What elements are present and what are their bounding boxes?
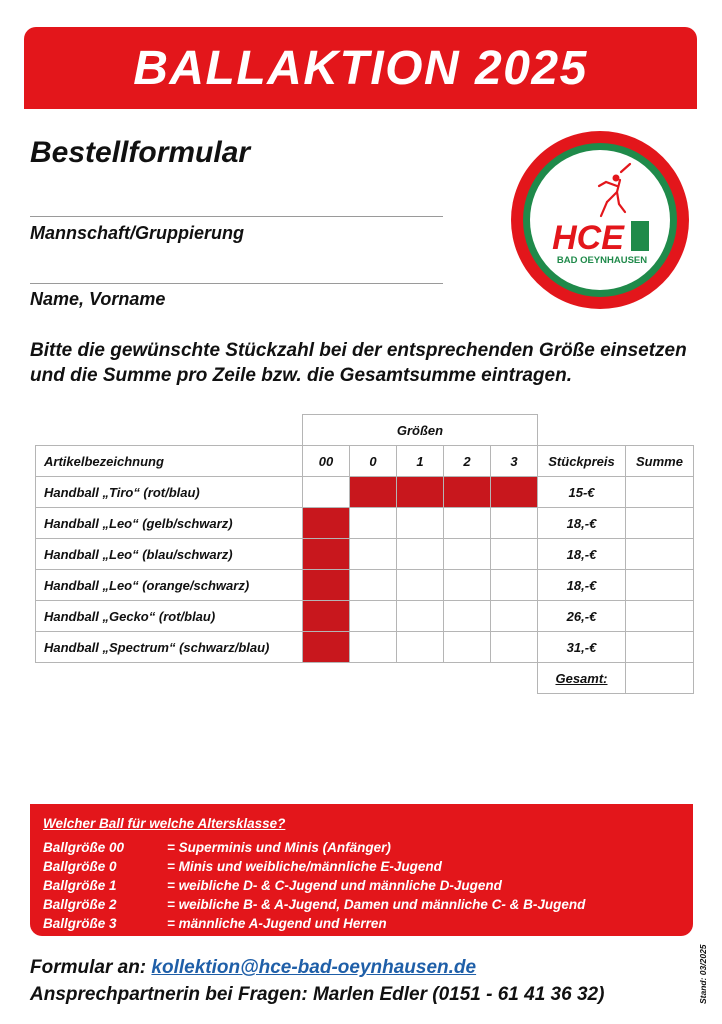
row-sum-cell[interactable]: [626, 601, 694, 632]
size-cell-unavailable: [444, 477, 491, 508]
size-header-0: 0: [350, 446, 397, 477]
info-heading: Welcher Ball für welche Altersklasse?: [43, 816, 286, 831]
table-row: [36, 601, 694, 632]
ball-size-description: = weibliche B- & A-Jugend, Damen und männliche C- & B-Jugend: [167, 897, 586, 912]
ball-size-description: = Superminis und Minis (Anfänger): [167, 840, 391, 855]
quantity-cell[interactable]: [491, 601, 538, 632]
unit-price: 18,-€: [538, 539, 626, 570]
quantity-cell[interactable]: [397, 539, 444, 570]
quantity-cell[interactable]: [350, 601, 397, 632]
ball-size-row: [43, 859, 442, 878]
quantity-cell[interactable]: [444, 632, 491, 663]
ball-size-row: [43, 878, 502, 897]
form-to-line: [30, 957, 476, 979]
ball-size-info-box: [30, 804, 693, 936]
logo-subtitle: BAD OEYNHAUSEN: [556, 255, 648, 266]
sizes-group-header: Größen: [303, 415, 538, 446]
size-cell-unavailable: [303, 539, 350, 570]
ball-size-label: Ballgröße 1: [43, 878, 117, 893]
size-cell-unavailable: [303, 508, 350, 539]
club-logo: [503, 130, 697, 310]
total-label: Gesamt:: [538, 663, 626, 694]
price-column-header: Stückpreis: [538, 446, 626, 477]
unit-price: 31,-€: [538, 632, 626, 663]
quantity-cell[interactable]: [397, 570, 444, 601]
row-sum-cell[interactable]: [626, 508, 694, 539]
size-cell-unavailable: [303, 601, 350, 632]
quantity-cell[interactable]: [350, 539, 397, 570]
name-label: Name, Vorname: [30, 289, 166, 309]
ball-size-label: Ballgröße 2: [43, 897, 117, 912]
unit-price: 26,-€: [538, 601, 626, 632]
article-name: Handball „Gecko“ (rot/blau): [36, 601, 303, 632]
sum-column-header: Summe: [626, 446, 694, 477]
quantity-cell[interactable]: [444, 508, 491, 539]
table-row: [36, 570, 694, 601]
quantity-cell[interactable]: [444, 539, 491, 570]
article-name: Handball „Leo“ (gelb/schwarz): [36, 508, 303, 539]
form-to-label: Formular an:: [30, 957, 147, 978]
quantity-cell[interactable]: [397, 632, 444, 663]
row-sum-cell[interactable]: [626, 539, 694, 570]
row-sum-cell[interactable]: [626, 477, 694, 508]
quantity-cell[interactable]: [303, 477, 350, 508]
quantity-cell[interactable]: [397, 601, 444, 632]
table-row: [36, 477, 694, 508]
ball-size-row: [43, 840, 391, 859]
ball-size-description: = männliche A-Jugend und Herren: [167, 916, 387, 931]
quantity-cell[interactable]: [491, 508, 538, 539]
quantity-cell[interactable]: [397, 508, 444, 539]
contact-line: Ansprechpartnerin bei Fragen: Marlen Edler (0151 - 61 41 36 32): [30, 984, 605, 1005]
total-sum-cell[interactable]: [626, 663, 694, 694]
ball-size-label: Ballgröße 0: [43, 859, 117, 874]
article-name: Handball „Leo“ (orange/schwarz): [36, 570, 303, 601]
ball-size-row: [43, 916, 387, 935]
unit-price: 18,-€: [538, 508, 626, 539]
quantity-cell[interactable]: [444, 601, 491, 632]
size-header-1: 1: [397, 446, 444, 477]
ball-size-label: Ballgröße 00: [43, 840, 125, 855]
title-banner: [24, 27, 697, 109]
article-name: Handball „Tiro“ (rot/blau): [36, 477, 303, 508]
size-cell-unavailable: [350, 477, 397, 508]
article-name: Handball „Leo“ (blau/schwarz): [36, 539, 303, 570]
quantity-cell[interactable]: [350, 570, 397, 601]
size-header-2: 2: [444, 446, 491, 477]
article-column-header: Artikelbezeichnung: [36, 446, 303, 477]
quantity-cell[interactable]: [444, 570, 491, 601]
team-input-line[interactable]: [30, 216, 443, 217]
ball-size-row: [43, 897, 585, 916]
size-header-3: 3: [491, 446, 538, 477]
logo-letters: HCE: [552, 219, 624, 257]
table-row: [36, 508, 694, 539]
row-sum-cell[interactable]: [626, 632, 694, 663]
quantity-cell[interactable]: [350, 632, 397, 663]
sizes-header-row: [36, 415, 694, 446]
form-title: Bestellformular: [30, 136, 251, 169]
size-cell-unavailable: [303, 632, 350, 663]
email-link[interactable]: kollektion@hce-bad-oeynhausen.de: [151, 957, 477, 978]
ball-size-description: = Minis und weibliche/männliche E-Jugend: [167, 859, 442, 874]
unit-price: 15-€: [538, 477, 626, 508]
size-cell-unavailable: [397, 477, 444, 508]
table-row: [36, 539, 694, 570]
team-label: Mannschaft/Gruppierung: [30, 223, 245, 243]
name-input-line[interactable]: [30, 283, 443, 284]
size-cell-unavailable: [303, 570, 350, 601]
instructions-text: Bitte die gewünschte Stückzahl bei der entsprechenden Größe einsetzen und die Summe pro Zeile bzw. die Gesamtsumme eintragen.: [30, 340, 687, 386]
column-header-row: [36, 446, 694, 477]
ball-size-description: = weibliche D- & C-Jugend und männliche D-Jugend: [167, 878, 502, 893]
banner-title: BALLAKTION 2025: [133, 41, 588, 95]
table-row: [36, 632, 694, 663]
size-header-00: 00: [303, 446, 350, 477]
quantity-cell[interactable]: [491, 539, 538, 570]
order-table: [35, 414, 694, 694]
quantity-cell[interactable]: [350, 508, 397, 539]
article-name: Handball „Spectrum“ (schwarz/blau): [36, 632, 303, 663]
quantity-cell[interactable]: [491, 570, 538, 601]
total-row: [36, 663, 694, 694]
quantity-cell[interactable]: [491, 632, 538, 663]
stand-label: Stand: 03/2025: [698, 944, 708, 1004]
ball-size-label: Ballgröße 3: [43, 916, 117, 931]
unit-price: 18,-€: [538, 570, 626, 601]
size-cell-unavailable: [491, 477, 538, 508]
row-sum-cell[interactable]: [626, 570, 694, 601]
